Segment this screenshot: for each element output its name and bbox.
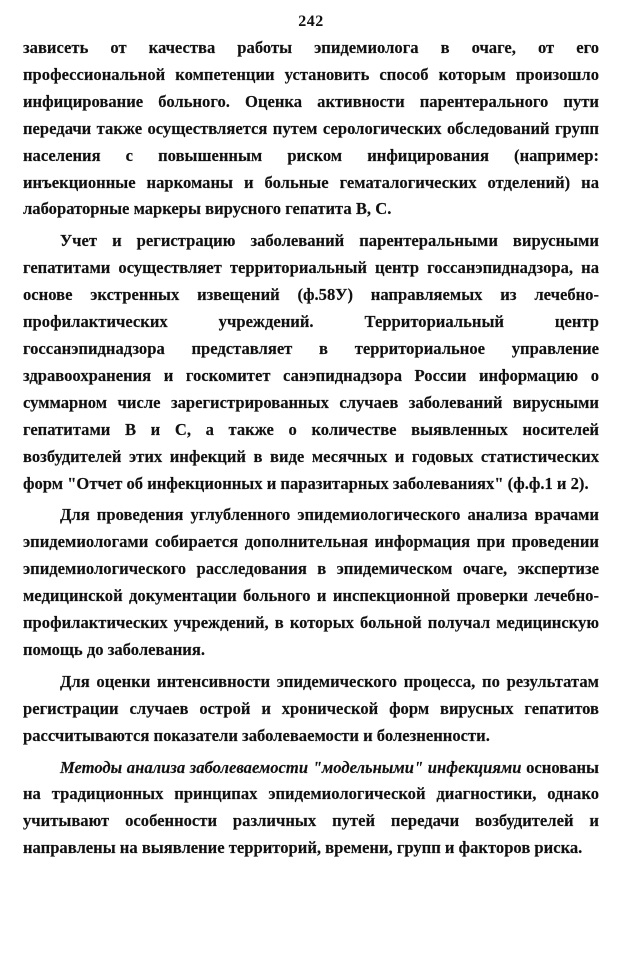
page-number: 242: [298, 13, 324, 30]
paragraph-continuation: зависеть от качества работы эпидемиолога в очаге, от его профессиональной компетенции установить способ которым произошло инфицирование больного. Оценка активности парентерального пути передачи также осуществляется путем серологических обследований групп населения с повышенным риском инфицирования (например: инъекционные наркоманы и больные гематалогических отделений) на лабораторные маркеры вирусного гепатита В, С.: [23, 38, 599, 219]
paragraph-in-depth-analysis: Для проведения углубленного эпидемиологического анализа врачами эпидемиологами собирается дополнительная информация при проведении эпидемиологического расследования в эпидемическом очаге, экспертизе медицинской документации больного и инспекционной проверки лечебно-профилактических учреждений, в которых больной получал медицинскую помощь до заболевания.: [23, 505, 599, 659]
page-body: [23, 35, 599, 862]
paragraph-analysis-methods: [23, 755, 599, 863]
paragraph-registration: Учет и регистрацию заболеваний парентеральными вирусными гепатитами осуществляет территориальный центр госсанэпиднадзора, на основе экстренных извещений (ф.58У) направляемых из лечебно-профилактических учреждений. Территориальный центр госсанэпиднадзора представляет в территориальное управление здравоохранения и госкомитет санэпиднадзора России информацию о суммарном числе зарегистрированных случаев заболеваний вирусными гепатитами В и С, а также о количестве выявленных носителей возбудителей этих инфекций в виде месячных и годовых статистических форм "Отчет об инфекционных и паразитарных заболеваниях" (ф.ф.1 и 2).: [23, 231, 599, 493]
paragraph-analysis-methods-text: основаны на традиционных принципах эпидемиологической диагностики, однако учитывают особенности различных путей передачи возбудителей и направлены на выявление территорий, времени, групп и факторов риска.: [23, 757, 600, 858]
italic-heading-phrase: Методы анализа заболеваемости "модельными" инфекциями: [60, 757, 522, 777]
paragraph-intensity-assessment: Для оценки интенсивности эпидемического процесса, по результатам регистрации случаев острой и хронической форм вирусных гепатитов рассчитываются показатели заболеваемости и болезненности.: [23, 671, 599, 745]
